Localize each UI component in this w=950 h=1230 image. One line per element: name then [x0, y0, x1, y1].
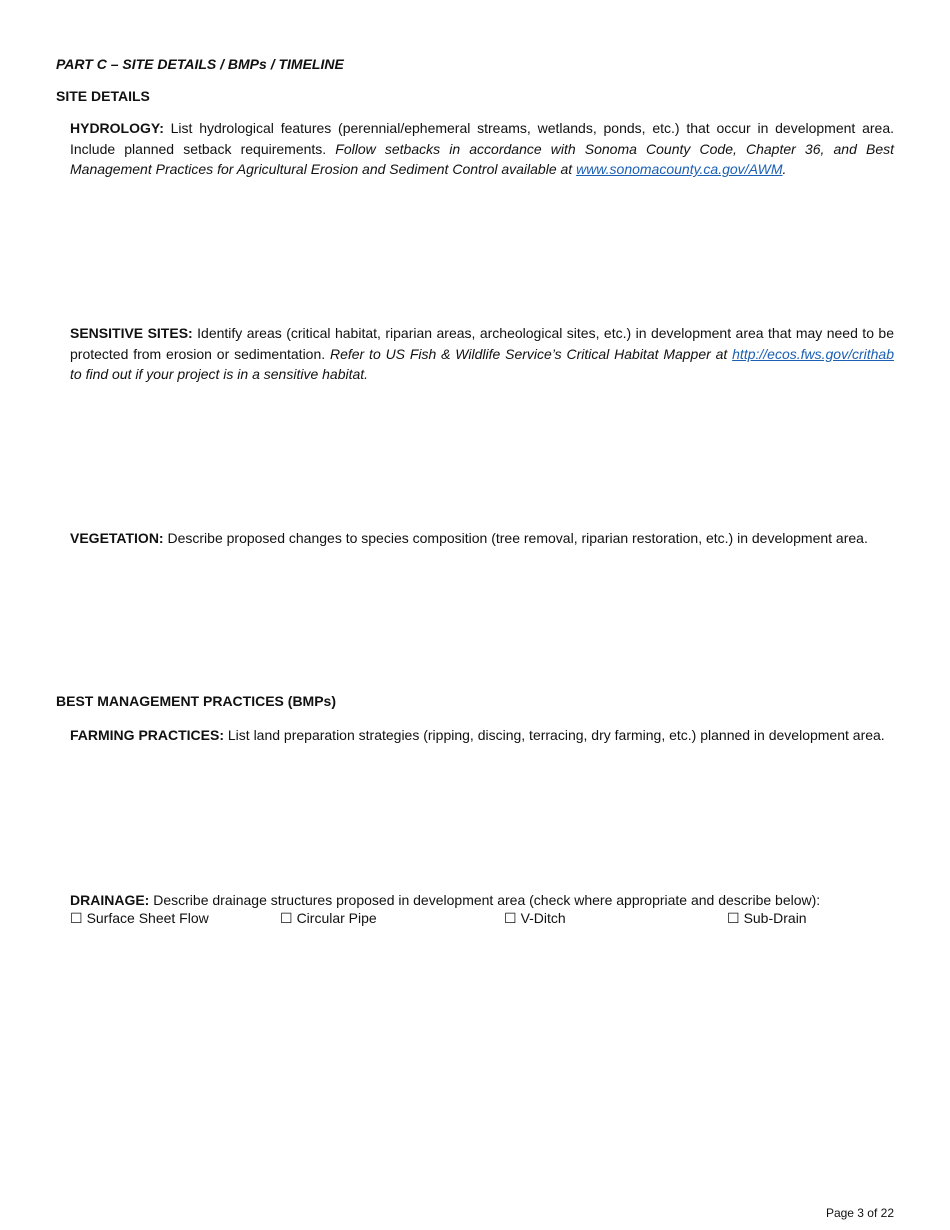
- checkbox-icon: ☐: [727, 910, 740, 926]
- checkbox-label: V-Ditch: [520, 910, 566, 926]
- sensitive-sites-italic: Refer to US Fish & Wildlife Service’s Critical Habitat Mapper at: [329, 345, 733, 362]
- farming-paragraph: [70, 725, 894, 746]
- checkbox-icon: ☐: [504, 910, 517, 926]
- part-title: PART C – SITE DETAILS / BMPs / TIMELINE: [56, 56, 344, 72]
- farming-label: FARMING PRACTICES:: [70, 727, 224, 743]
- sensitive-sites-end: to find out if your project is in a sensitive habitat.: [70, 366, 369, 382]
- bmps-heading: BEST MANAGEMENT PRACTICES (BMPs): [56, 693, 337, 709]
- awm-link[interactable]: www.sonomacounty.ca.gov/AWM: [576, 161, 783, 177]
- vegetation-text: Describe proposed changes to species composition (tree removal, riparian restoration, etc.) in development area.: [163, 530, 868, 546]
- farming-text: List land preparation strategies (ripping, discing, terracing, dry farming, etc.) planned in development area.: [224, 727, 885, 743]
- vegetation-paragraph: [70, 528, 894, 549]
- sub-drain-checkbox[interactable]: [727, 910, 807, 927]
- checkbox-label: Sub-Drain: [743, 910, 807, 926]
- page-number: Page 3 of 22: [825, 1206, 894, 1220]
- checkbox-label: Circular Pipe: [296, 910, 377, 926]
- drainage-label: DRAINAGE:: [70, 892, 150, 908]
- checkbox-label: Surface Sheet Flow: [86, 910, 209, 926]
- drainage-text: Describe drainage structures proposed in development area (check where appropriate and describe below):: [149, 892, 821, 908]
- v-ditch-checkbox[interactable]: [504, 910, 566, 927]
- sensitive-sites-text: Identify areas (critical habitat, riparian areas, archeological sites, etc.) in development area that may need to be protected from erosion or sedimentation.: [70, 325, 895, 362]
- hydrology-italic: Follow setbacks in accordance with Sonoma County Code, Chapter 36, and Best Management Practices for Agricultural Erosion and Sediment Control available at: [70, 140, 894, 177]
- hydrology-end: .: [782, 161, 787, 177]
- checkbox-icon: ☐: [280, 910, 293, 926]
- hydrology-label: HYDROLOGY:: [70, 120, 164, 136]
- vegetation-label: VEGETATION:: [70, 530, 164, 546]
- drainage-paragraph: [70, 890, 894, 911]
- drainage-options: [70, 910, 894, 930]
- sensitive-sites-label: SENSITIVE SITES:: [70, 325, 193, 341]
- checkbox-icon: ☐: [70, 910, 83, 926]
- sensitive-sites-paragraph: [70, 323, 894, 385]
- hydrology-paragraph: [70, 118, 894, 180]
- circular-pipe-checkbox[interactable]: [280, 910, 377, 927]
- crithab-link[interactable]: http://ecos.fws.gov/crithab: [732, 345, 894, 362]
- surface-sheet-flow-checkbox[interactable]: [70, 910, 209, 927]
- hydrology-text: List hydrological features (perennial/ephemeral streams, wetlands, ponds, etc.) that occur in development area. Include planned setback requirements.: [70, 120, 894, 157]
- site-details-heading: SITE DETAILS: [56, 88, 150, 104]
